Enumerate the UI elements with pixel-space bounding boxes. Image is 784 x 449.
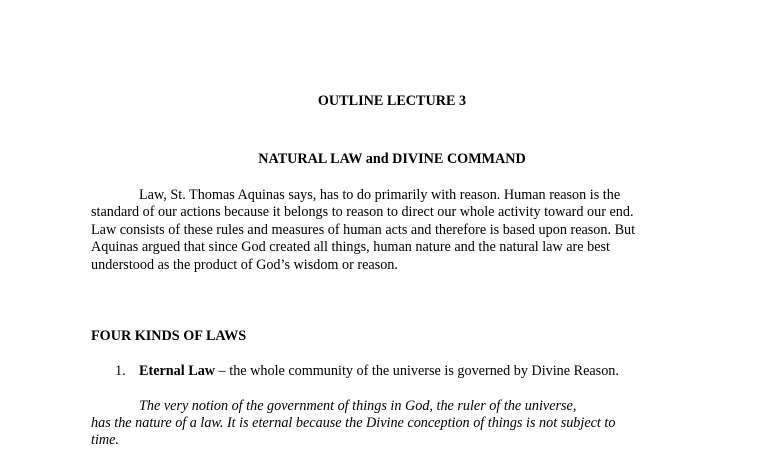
list-item-number: 1. (115, 363, 126, 379)
quote-line: has the nature of a law. It is eternal because the Divine conception of things is not subject to (91, 415, 616, 431)
quote-line: The very notion of the government of things in God, the ruler of the universe, (139, 398, 577, 414)
list-item-term: Eternal Law (139, 363, 216, 379)
list-item-description: – the whole community of the universe is governed by Divine Reason. (215, 363, 619, 379)
intro-line: Law consists of these rules and measures of human acts and therefore is based upon reason. But (91, 222, 636, 238)
document-subtitle: NATURAL LAW and DIVINE COMMAND (258, 151, 526, 167)
intro-line: standard of our actions because it belongs to reason to direct our whole activity toward our end. (91, 204, 634, 220)
list-item-text (139, 363, 619, 380)
section-heading: FOUR KINDS OF LAWS (91, 328, 247, 344)
quote-line: time. (91, 432, 119, 448)
document-title: OUTLINE LECTURE 3 (317, 93, 467, 109)
intro-line: Aquinas argued that since God created all things, human nature and the natural law are best (91, 239, 610, 255)
intro-line: understood as the product of God’s wisdom or reason. (91, 257, 398, 273)
intro-line: Law, St. Thomas Aquinas says, has to do primarily with reason. Human reason is the (139, 187, 621, 203)
